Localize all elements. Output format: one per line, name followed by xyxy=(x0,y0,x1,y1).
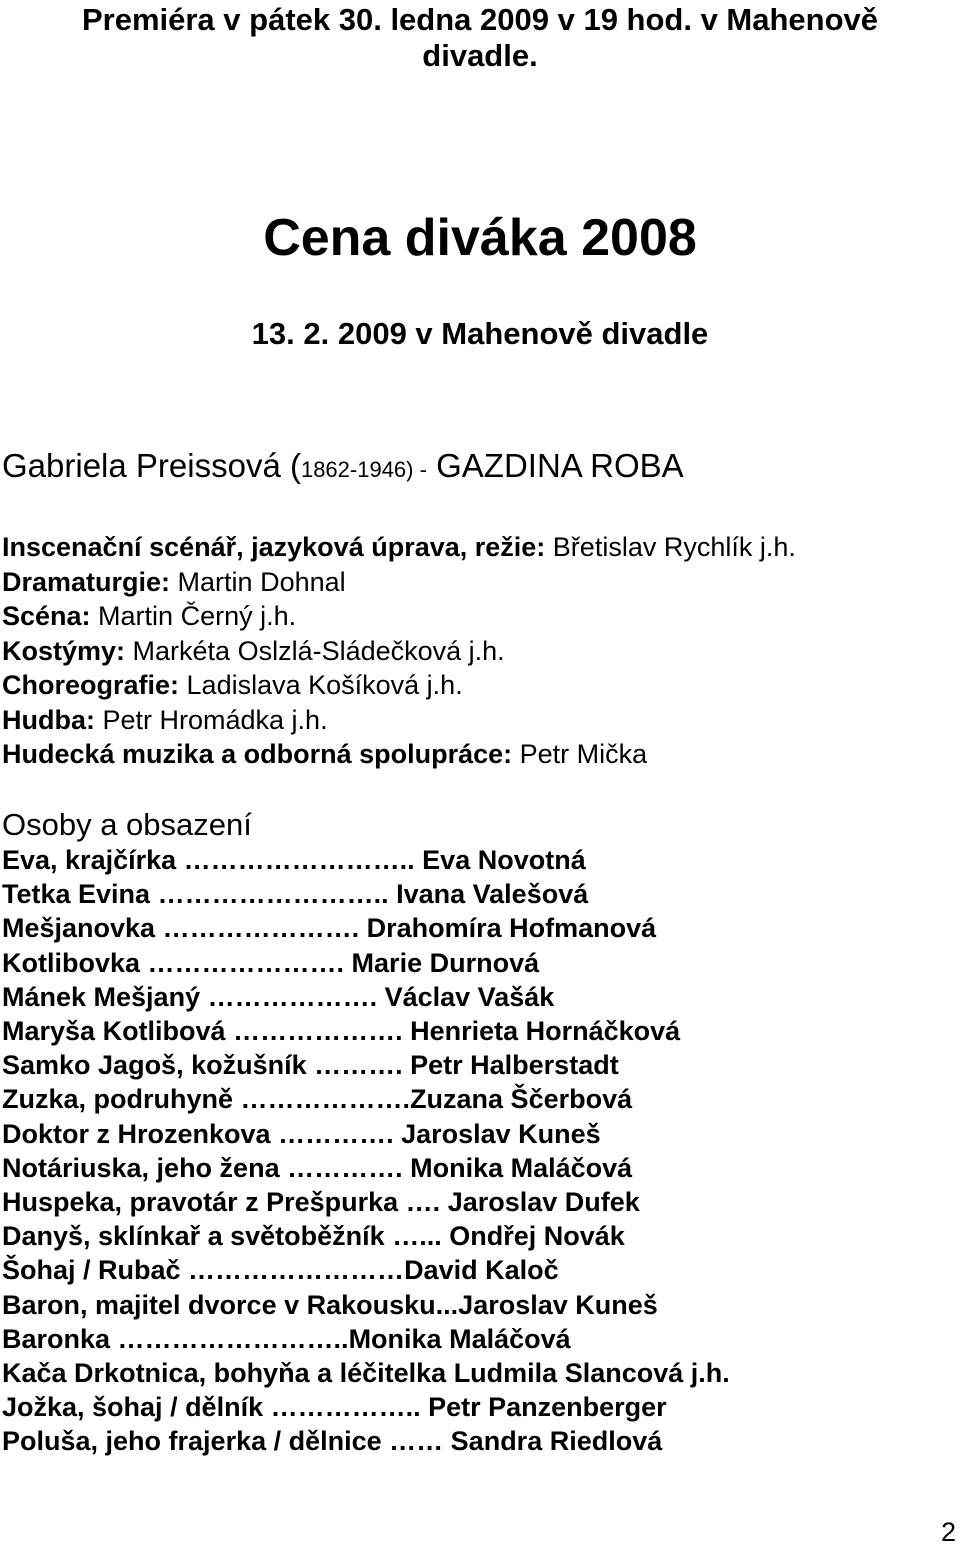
cast-row xyxy=(2,1014,730,1048)
cast-separator: …………………….. xyxy=(110,1323,349,1354)
credit-line xyxy=(2,668,796,703)
cast-row xyxy=(2,1253,730,1287)
cast-role: Baronka xyxy=(2,1323,111,1354)
cast-row xyxy=(2,1082,730,1116)
cast-role: Maryša Kotlibová xyxy=(2,1016,226,1047)
cast-role: Kotlibovka xyxy=(2,947,141,978)
cast-separator: …………. xyxy=(279,1152,403,1183)
play-author: Gabriela Preissová ( xyxy=(2,447,301,484)
cast-row xyxy=(2,1356,730,1390)
play-title-line xyxy=(2,444,684,492)
cast-actor: Petr Halberstadt xyxy=(402,1050,619,1081)
cast-row xyxy=(2,1390,730,1424)
cast-actor: Petr Panzenberger xyxy=(420,1392,667,1423)
cast-row xyxy=(2,946,730,980)
credit-label: Inscenační scénář, jazyková úprava, režie: xyxy=(2,532,546,562)
credit-line xyxy=(2,703,796,738)
credit-line xyxy=(2,530,796,565)
cast-role: Mešjanovka xyxy=(2,913,156,944)
cast-role: Mánek Mešjaný xyxy=(2,981,201,1012)
cast-row xyxy=(2,1424,730,1458)
play-title: GAZDINA ROBA xyxy=(426,447,684,484)
credit-value: Petr Hromádka j.h. xyxy=(94,704,328,735)
cast-role: Jožka, šohaj / dělník xyxy=(2,1392,264,1423)
cast-row xyxy=(2,980,730,1014)
cast-separator: …. xyxy=(398,1187,441,1218)
cast-actor: Monika Maláčová xyxy=(402,1152,633,1183)
cast-actor: Henrieta Hornáčková xyxy=(402,1016,681,1047)
cast-actor: Eva Novotná xyxy=(414,845,586,875)
credit-line xyxy=(2,634,796,669)
cast-role: Doktor z Hrozenkova xyxy=(2,1118,271,1149)
premiere-line-1: Premiéra v pátek 30. ledna 2009 v 19 hod. v Mahenově xyxy=(81,2,879,37)
cast-heading: Osoby a obsazení xyxy=(2,807,252,842)
cast-role: Danyš, sklínkař a světoběžník xyxy=(2,1221,385,1252)
cast-separator: …………………….. xyxy=(150,879,389,910)
credit-label: Hudba: xyxy=(2,704,95,735)
cast-row xyxy=(2,1151,730,1185)
credit-label: Dramaturgie: xyxy=(2,566,171,597)
cast-role: Šohaj / Rubač xyxy=(2,1255,181,1286)
cast-row xyxy=(2,1048,730,1082)
cast-role: Zuzka, podruhyně xyxy=(2,1084,234,1115)
credits-list xyxy=(2,530,796,772)
credit-label: Scéna: xyxy=(2,601,91,631)
credit-value: Ladislava Košíková j.h. xyxy=(179,670,463,700)
cast-separator: ………………. xyxy=(225,1016,403,1047)
cast-separator: …………….. xyxy=(263,1392,421,1423)
award-date: 13. 2. 2009 v Mahenově divadle xyxy=(251,316,709,351)
cast-row xyxy=(2,1185,730,1219)
cast-actor: Ondřej Novák xyxy=(441,1221,625,1252)
cast-separator: …… xyxy=(381,1426,444,1457)
cast-separator: ………. xyxy=(306,1050,403,1081)
cast-separator: ... xyxy=(435,1289,459,1320)
cast-separator: …………………… xyxy=(180,1255,405,1286)
cast-actor: Jaroslav Dufek xyxy=(440,1187,640,1218)
cast-separator: …………………. xyxy=(140,947,345,978)
cast-role: Tetka Evina xyxy=(2,879,151,910)
cast-role: Huspeka, pravotár z Prešpurka xyxy=(2,1187,399,1218)
cast-role: Notáriuska, jeho žena xyxy=(2,1152,280,1183)
credit-label: Kostýmy: xyxy=(2,635,126,666)
cast-role: Eva, krajčírka xyxy=(2,845,177,875)
credit-line xyxy=(2,599,796,634)
credit-value: Martin Černý j.h. xyxy=(90,601,297,631)
credit-line xyxy=(2,565,796,600)
cast-actor: Ludmila Slancová j.h. xyxy=(446,1358,730,1389)
credit-label: Choreografie: xyxy=(2,670,180,700)
page-number: 2 xyxy=(940,1517,956,1547)
cast-role: Poluša, jeho frajerka / dělnice xyxy=(2,1426,382,1457)
award-title: Cena diváka 2008 xyxy=(263,209,697,267)
cast-row xyxy=(2,1322,730,1356)
cast-separator: …………. xyxy=(270,1118,394,1149)
cast-actor: Zuzana Ščerbová xyxy=(410,1084,633,1115)
cast-actor: Monika Maláčová xyxy=(348,1323,571,1354)
cast-row xyxy=(2,877,730,911)
cast-row xyxy=(2,1219,730,1253)
cast-actor: Václav Vašák xyxy=(377,981,555,1012)
premiere-announcement xyxy=(0,2,960,74)
cast-separator: ………………. xyxy=(233,1084,411,1115)
cast-actor: Jaroslav Kuneš xyxy=(458,1289,658,1320)
cast-role: Baron, majitel dvorce v Rakousku xyxy=(2,1289,436,1320)
cast-role: Kača Drkotnica, bohyňa a léčitelka xyxy=(2,1358,447,1389)
cast-list xyxy=(2,843,730,1459)
credit-label: Hudecká muzika a odborná spolupráce: xyxy=(2,739,513,769)
credit-value: Petr Mička xyxy=(512,739,648,769)
cast-actor: David Kaloč xyxy=(404,1255,559,1286)
cast-separator: ………………. xyxy=(200,981,378,1012)
cast-actor: Drahomíra Hofmanová xyxy=(359,913,657,944)
credit-value: Markéta Oslzlá-Sládečková j.h. xyxy=(125,635,505,666)
credit-line xyxy=(2,737,796,772)
cast-actor: Marie Durnová xyxy=(344,947,540,978)
cast-actor: Sandra Riedlová xyxy=(443,1426,663,1457)
cast-separator: …... xyxy=(384,1221,442,1252)
cast-actor: Jaroslav Kuneš xyxy=(393,1118,601,1149)
cast-row xyxy=(2,1117,730,1151)
cast-separator: …………………. xyxy=(155,913,360,944)
cast-row xyxy=(2,843,730,877)
cast-row xyxy=(2,1288,730,1322)
cast-row xyxy=(2,911,730,945)
cast-separator: …………………….. xyxy=(176,845,415,875)
play-author-years: 1862-1946) - xyxy=(300,457,427,482)
cast-role: Samko Jagoš, kožušník xyxy=(2,1050,307,1081)
cast-actor: Ivana Valešová xyxy=(388,879,589,910)
credit-value: Břetislav Rychlík j.h. xyxy=(545,532,796,562)
premiere-line-2: divadle. xyxy=(422,38,538,73)
credit-value: Martin Dohnal xyxy=(170,566,346,597)
